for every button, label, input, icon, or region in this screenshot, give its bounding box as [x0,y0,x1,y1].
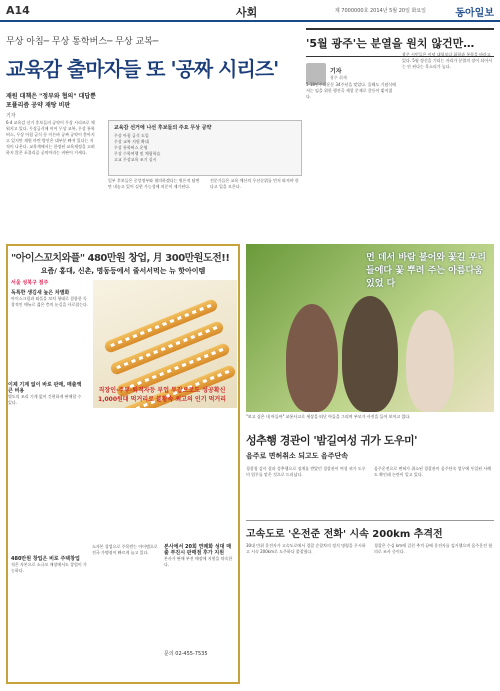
ad-point-2-text: 별도의 조리 기계 없이 간편하게 판매할 수 있다. [8,394,82,405]
lead-body-col-3: 전문가들은 교육 예산의 우선순위를 먼저 따져야 한다고 입을 모은다. [210,178,299,189]
ad-mid-text [8,382,86,406]
infobox-item: 무상 아침 급식 도입 [114,133,149,138]
story3-headline: 성추행 경관이 '밤길여성 귀가 도우미' [246,434,417,447]
infobox-list [114,133,296,163]
ad-bottom-mid: 소자본 창업으로 주목받는 아이템으로 전국 가맹점이 빠르게 늘고 있다. [92,544,158,555]
ad-subheadline: 요즘/ 홍대, 신촌, 명동등에서 줄서서먹는 뉴 핫아이템 [40,267,206,275]
lead-subhead [6,92,302,110]
ad-photo-headline: 직장인·주부·퇴직자등 부업 투잡으로도 성공확신 1,000원대 먹거리로 불황속 최고의 인기 먹거리 [98,387,226,403]
infobox-item: 고교 무상교육 조기 실시 [114,157,157,162]
person-figure [406,310,454,412]
person-figure [342,296,398,412]
newspaper-logo: 동아일보 [455,8,494,19]
lead-article [6,28,302,240]
ad-bottom-right-text: 본사가 판매 부진 매장에 지원을 약속한다. [164,556,233,567]
lead-kicker: 무상 아침─ 무상 통학버스─ 무상 교복─ [6,37,159,47]
story3-body-col-1: 경찰청 감사 결과 성추행으로 징계를 받았던 경찰관이 여성 귀가 도우미 업무를 맡은 것으로 드러났다. [246,466,366,477]
ad-contact [164,650,234,658]
story4-body-col-1: 30대 만취 운전자가 고속도로에서 경찰 순찰차의 정지 명령을 무시하고 시속 200km로 도주하다 붙잡혔다. [246,543,366,554]
ad-bottom-left [11,556,89,574]
author-role: 광주 취재 [330,75,347,80]
story3-subheadline: 음주로 면허취소 되고도 음주단속 [246,452,348,460]
photo-banner-text: 먼 데서 바람 불어와 꽃길 우리 들에다 꽃 뿌려 주는 아름다움 있었 다 [366,253,486,289]
lead-body-col-2: 일부 후보들은 중앙정부와 협의하겠다는 원론적 답변만 내놓고 있어 실현 가능성에 의문이 제기된다. [108,178,200,189]
ad-point-3-text: 적은 자본으로 소규모 매장에서도 창업이 가능하다. [11,562,87,573]
lead-byline: 기자 [6,113,16,119]
story4-body-col-2: 경찰은 수십 km에 걸친 추격 끝에 운전자를 검거했으며 음주운전 혐의로 조사 중이다. [374,543,493,554]
story3-body-col-2: 음주운전으로 면허가 취소된 경찰관이 음주단속 업무에 투입된 사례도 확인돼 논란이 일고 있다. [374,466,492,477]
memorial-photo [246,244,494,412]
infobox-item: 무상 교복 지원 확대 [114,139,149,144]
page-number: A14 [6,4,30,17]
ad-point-1: 독특한 생김새 높은 차별화 [11,290,70,296]
story4-headline: 고속도로 '온전준 전화' 시속 200km 추격전 [246,529,443,540]
section-name: 사회 [236,6,258,19]
ad-owner-label: 서울 성북구 점주 [11,280,49,286]
ad-contact-label: 문의 [164,651,174,657]
lead-body-col-1: 6·4 교육감 선거 후보들의 공약이 무상 시리즈로 채워지고 있다. 무상급식에 이어 무상 교복, 무상 통학버스, 무상 아침 급식 등 이른바 공짜 공약이 쏟아지고 있지만 재원 마련 방안은 대부분 빠져 있다는 지적이 나온다. 교육계에서는 한정된 교육재정을 고려하지 않은 포퓰리즘 공약이라는 비판이 거세다. [6,120,95,155]
ad-left-text [11,280,89,308]
lead-infobox [108,120,302,176]
ad-point-2: 이제 기계 없이 바로 판매, 매출액 큰 비용 [8,382,82,394]
highway-chase-article [246,520,494,684]
lead-headline: 교육감 출마자들 또 '공짜 시리즈' [6,57,279,81]
opinion-body-col-2: 광주 시민들은 이념 대립보다 화합과 통합을 바라고 있다. 5월 정신을 기리는 자리가 분열의 장이 되어서는 안 된다는 목소리가 높다. [402,52,492,69]
ad-bottom-right [164,544,234,568]
ad-contact-phone: 02-455-7535 [175,651,208,657]
ad-point-3: 480만원 창업은 비로 주택창업 [11,556,80,562]
ad-headline: "아이스꼬치와플" 480만원 창업, 月 300만원도전!! [11,253,230,264]
advertisement [6,244,240,684]
issue-meta: 제 7000000호 2014년 5월 20일 화요일 [334,8,426,14]
photo-caption: "보고 싶은 내 아들아" 교통사고로 세상을 떠난 아들을 그리며 부모가 사진을 들어 보이고 있다. [246,414,411,419]
author-name: 기자 [330,68,342,75]
police-misconduct-article [246,432,494,514]
opinion-column [306,28,494,240]
lead-subhead-2: 포퓰리즘 공약 재탕 비판 [6,102,71,109]
infobox-item: 무상 통학버스 운영 [114,145,148,150]
opinion-title: '5월 광주'는 분열을 원치 않건만… [306,28,494,57]
lead-subhead-1: 재원 대책은 "정부와 협의" 대답뿐 [6,93,96,100]
ad-point-4: 본사에서 20회 연례화 성대 매출 부진시 판매점 후가 지원 [164,544,232,556]
infobox-title: 교육감 선거에 나선 후보들의 주요 무상 공약 [114,125,212,131]
ad-point-1-text: 아이스크림과 와플을 꼬치 형태로 결합한 독창적인 메뉴로 젊은 층의 눈길을 사로잡는다. [11,296,89,307]
infobox-item: 무상 수학여행 및 체험학습 [114,151,161,156]
page-header [0,0,500,22]
opinion-body-col-1: 5·18민주화운동 34주년을 맞았다. 올해도 기념식에서는 임을 위한 행진곡 제창 문제로 갈등이 빚어졌다. [306,82,396,99]
person-figure [286,304,338,412]
